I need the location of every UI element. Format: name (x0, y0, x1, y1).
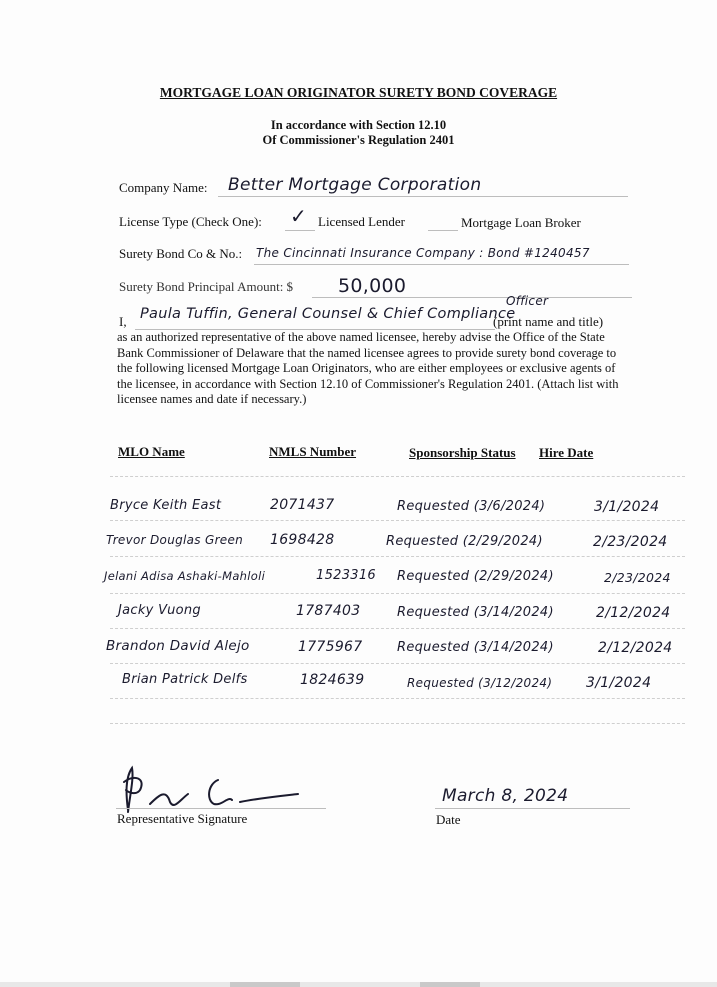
option-licensed-lender: Licensed Lender (318, 214, 405, 229)
table-rule (110, 698, 685, 699)
header-sponsorship-status: Sponsorship Status (409, 445, 516, 460)
mlo-name: Brian Patrick Delfs (122, 672, 248, 687)
nmls-number: 1775967 (298, 639, 363, 655)
lender-check-line (285, 230, 315, 231)
sponsorship-status: Requested (3/14/2024) (397, 605, 554, 620)
sponsorship-status: Requested (2/29/2024) (386, 534, 543, 549)
table-rule (110, 476, 685, 477)
broker-check-line (428, 230, 458, 231)
representative-title-continuation: Officer (506, 294, 549, 308)
hire-date: 2/23/2024 (604, 570, 671, 585)
table-rule (110, 663, 685, 664)
hire-date: 3/1/2024 (586, 675, 652, 691)
hire-date: 2/12/2024 (596, 605, 671, 621)
scanner-edge (0, 982, 717, 987)
date-label: Date (436, 812, 461, 827)
surety-bond-label: Surety Bond Co & No.: (119, 246, 243, 261)
date-value: March 8, 2024 (442, 786, 569, 806)
print-name-hint: (print name and title) (493, 314, 604, 329)
declaration-prefix: I, (119, 314, 127, 329)
principal-amount-line (312, 297, 632, 298)
representative-signature-label: Representative Signature (117, 811, 248, 826)
mlo-name: Jacky Vuong (118, 603, 201, 618)
table-rule (110, 556, 685, 557)
option-mortgage-loan-broker: Mortgage Loan Broker (461, 215, 581, 230)
nmls-number: 1824639 (300, 672, 365, 688)
nmls-number: 2071437 (270, 497, 335, 513)
principal-amount-label: Surety Bond Principal Amount: $ (119, 279, 294, 294)
table-rule (110, 520, 685, 521)
nmls-number: 1698428 (270, 532, 335, 548)
nmls-number: 1787403 (296, 603, 361, 619)
header-nmls-number: NMLS Number (269, 444, 357, 459)
checkmark-icon: ✓ (290, 204, 308, 228)
license-type-label: License Type (Check One): (119, 214, 262, 229)
header-mlo-name: MLO Name (118, 444, 185, 459)
company-name-value: Better Mortgage Corporation (228, 175, 482, 195)
date-line (435, 808, 630, 809)
sponsorship-status: Requested (3/12/2024) (407, 676, 553, 690)
company-name-line (218, 196, 628, 197)
mlo-name: Brandon David Alejo (106, 638, 250, 654)
sponsorship-status: Requested (3/6/2024) (397, 499, 546, 514)
principal-amount-value: 50,000 (338, 275, 407, 297)
table-rule (110, 723, 685, 724)
table-rule (110, 593, 685, 594)
hire-date: 2/12/2024 (598, 640, 673, 656)
document-title: MORTGAGE LOAN ORIGINATOR SURETY BOND COVERAGE (159, 85, 558, 100)
header-hire-date: Hire Date (539, 445, 594, 460)
table-rule (110, 628, 685, 629)
subtitle-section: In accordance with Section 12.10 (270, 118, 447, 132)
subtitle-regulation: Of Commissioner's Regulation 2401 (262, 133, 455, 147)
sponsorship-status: Requested (3/14/2024) (397, 640, 554, 655)
mlo-name: Bryce Keith East (110, 498, 222, 513)
declaration-paragraph: as an authorized representative of the above named licensee, hereby advise the Office of the State Bank Commissioner of Delaware that the named licensee agrees to provide surety bond coverage to the following licensed Mortgage Loan Originators, who are either employees or exclusive agents of the licensee, in accordance with Section 12.10 of Commissioner's Regulation 2401. (Attach list with licensee names and date if necessary.) (117, 330, 619, 407)
signature-line (116, 808, 326, 809)
representative-name-title: Paula Tuffin, General Counsel & Chief Compliance (140, 306, 516, 322)
hire-date: 3/1/2024 (594, 499, 660, 515)
sponsorship-status: Requested (2/29/2024) (397, 569, 554, 584)
company-name-label: Company Name: (119, 180, 208, 195)
mlo-name: Jelani Adisa Ashaki-Mahloli (104, 569, 266, 583)
nmls-number: 1523316 (316, 568, 376, 583)
hire-date: 2/23/2024 (593, 534, 668, 550)
surety-bond-line (254, 264, 629, 265)
mlo-name: Trevor Douglas Green (106, 533, 244, 547)
surety-bond-value: The Cincinnati Insurance Company : Bond #1240457 (256, 246, 590, 260)
